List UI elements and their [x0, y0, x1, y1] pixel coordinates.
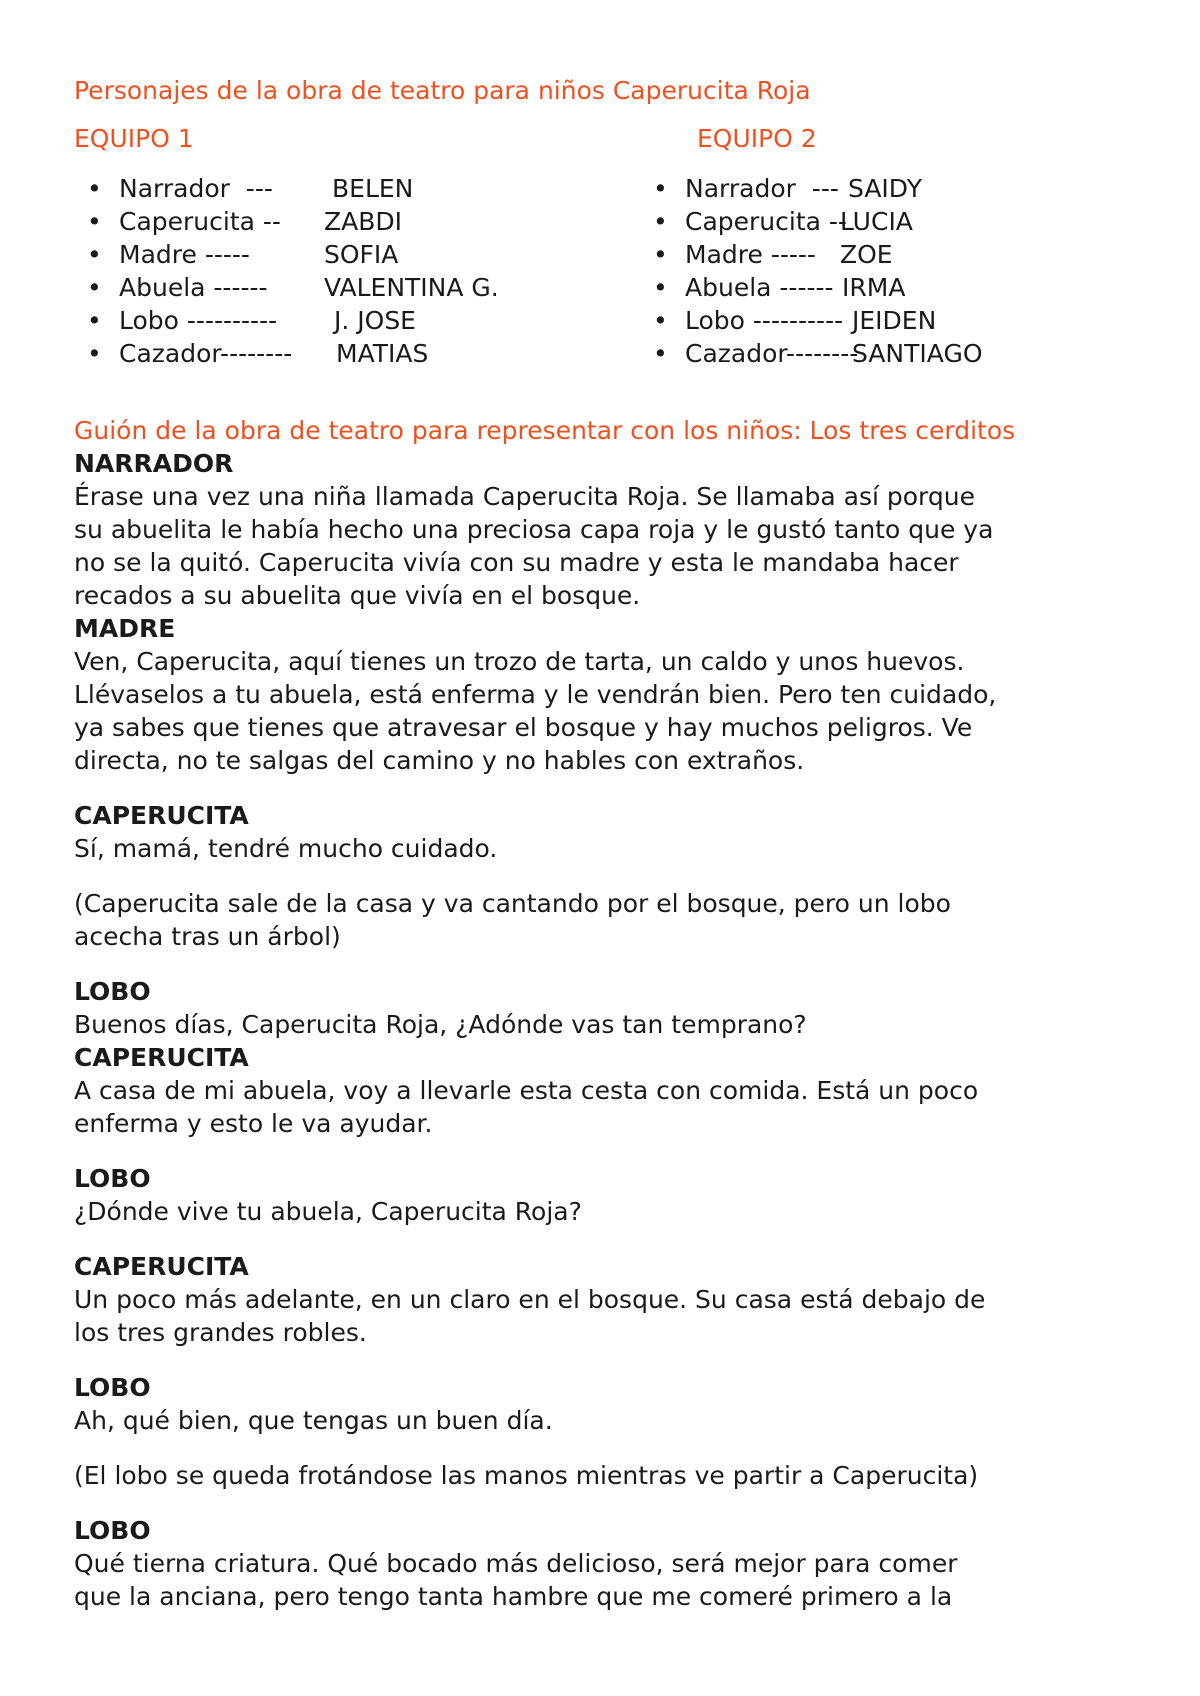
document-heading: Personajes de la obra de teatro para niños Caperucita Roja — [74, 76, 811, 105]
speaker-name: LOBO — [74, 1373, 151, 1402]
script-line: A casa de mi abuela, voy a llevarle esta cesta con comida. Está un poco — [74, 1076, 979, 1105]
script-line: recados a su abuelita que vivía en el bosque. — [74, 581, 641, 610]
cast-actor: JEIDEN — [852, 306, 937, 335]
dialogue-block — [74, 975, 1134, 1041]
script-line: acecha tras un árbol) — [74, 922, 341, 951]
cast-list-item — [640, 205, 913, 238]
dialogue-block — [74, 447, 1134, 612]
cast-list-item — [74, 172, 414, 205]
cast-list-item — [640, 172, 922, 205]
speaker-name: LOBO — [74, 1516, 151, 1545]
script-line: Un poco más adelante, en un claro en el bosque. Su casa está debajo de — [74, 1285, 986, 1314]
team-1 — [74, 122, 499, 370]
cast-actor: IRMA — [842, 273, 906, 302]
script-line: Llévaselos a tu abuela, está enferma y le vendrán bien. Pero ten cuidado, — [74, 680, 997, 709]
dialogue-block — [74, 1514, 1134, 1613]
cast-role: Madre ----- — [685, 240, 816, 269]
script-line: Qué tierna criatura. Qué bocado más delicioso, será mejor para comer — [74, 1549, 958, 1578]
cast-list-item — [640, 271, 906, 304]
dialogue-block — [74, 1371, 1134, 1437]
paragraph-spacer — [74, 953, 1134, 975]
cast-actor: SOFIA — [324, 240, 399, 269]
cast-actor: BELEN — [332, 174, 414, 203]
script-line: (El lobo se queda frotándose las manos mientras ve partir a Caperucita) — [74, 1461, 979, 1490]
cast-actor: LUCIA — [840, 207, 913, 236]
script-line: ¿Dónde vive tu abuela, Caperucita Roja? — [74, 1197, 582, 1226]
cast-list-item — [640, 304, 937, 337]
cast-role: Cazador-------- — [685, 339, 859, 368]
cast-actor: ZABDI — [324, 207, 403, 236]
cast-role: Abuela ------ — [119, 273, 268, 302]
cast-role: Abuela ------ — [685, 273, 834, 302]
cast-actor: VALENTINA G. — [324, 273, 499, 302]
teams-section — [74, 122, 1134, 418]
script-line: enferma y esto le va ayudar. — [74, 1109, 433, 1138]
speaker-name: CAPERUCITA — [74, 801, 249, 830]
script-line: Ah, qué bien, que tengas un buen día. — [74, 1406, 553, 1435]
script-line: directa, no te salgas del camino y no hables con extraños. — [74, 746, 805, 775]
stage-direction — [74, 1459, 1134, 1492]
speaker-name: LOBO — [74, 977, 151, 1006]
cast-role: Caperucita -- — [119, 207, 281, 236]
script-line: ya sabes que tienes que atravesar el bosque y hay muchos peligros. Ve — [74, 713, 973, 742]
cast-actor: J. JOSE — [334, 306, 416, 335]
paragraph-spacer — [74, 1140, 1134, 1162]
cast-actor: MATIAS — [336, 339, 429, 368]
paragraph-spacer — [74, 1349, 1134, 1371]
cast-list-item — [640, 337, 983, 370]
cast-role: Narrador --- — [119, 174, 273, 203]
speaker-name: NARRADOR — [74, 449, 234, 478]
cast-list-item — [74, 238, 399, 271]
cast-actor: SAIDY — [848, 174, 922, 203]
speaker-name: CAPERUCITA — [74, 1252, 249, 1281]
script-line: su abuelita le había hecho una preciosa capa roja y le gustó tanto que ya — [74, 515, 994, 544]
paragraph-spacer — [74, 1228, 1134, 1250]
paragraph-spacer — [74, 1492, 1134, 1514]
team-2-cast-list — [640, 172, 983, 370]
speaker-name: LOBO — [74, 1164, 151, 1193]
team-1-label: EQUIPO 1 — [74, 124, 194, 153]
cast-list-item — [74, 337, 429, 370]
script-title: Guión de la obra de teatro para representar con los niños: Los tres cerditos — [74, 416, 1016, 445]
script-line: Sí, mamá, tendré mucho cuidado. — [74, 834, 498, 863]
team-2-label: EQUIPO 2 — [697, 124, 817, 153]
script-line: Érase una vez una niña llamada Caperucita Roja. Se llamaba así porque — [74, 482, 975, 511]
cast-role: Lobo ---------- — [119, 306, 278, 335]
speaker-name: MADRE — [74, 614, 176, 643]
paragraph-spacer — [74, 1437, 1134, 1459]
paragraph-spacer — [74, 865, 1134, 887]
dialogue-block — [74, 612, 1134, 777]
cast-role: Caperucita -- — [685, 207, 847, 236]
cast-list-item — [74, 205, 403, 238]
team-2 — [640, 122, 983, 370]
script-line: Ven, Caperucita, aquí tienes un trozo de tarta, un caldo y unos huevos. — [74, 647, 965, 676]
cast-role: Cazador-------- — [119, 339, 293, 368]
cast-list-item — [74, 304, 416, 337]
script-line: Buenos días, Caperucita Roja, ¿Adónde vas tan temprano? — [74, 1010, 807, 1039]
cast-role: Madre ----- — [119, 240, 250, 269]
cast-actor: SANTIAGO — [852, 339, 983, 368]
dialogue-block — [74, 1162, 1134, 1228]
script-line: no se la quitó. Caperucita vivía con su madre y esta le mandaba hacer — [74, 548, 959, 577]
script-line: los tres grandes robles. — [74, 1318, 367, 1347]
script-line: que la anciana, pero tengo tanta hambre que me comeré primero a la — [74, 1582, 953, 1611]
dialogue-block — [74, 1041, 1134, 1140]
cast-role: Narrador --- — [685, 174, 839, 203]
team-1-cast-list — [74, 172, 499, 370]
cast-list-item — [74, 271, 499, 304]
script-body — [74, 447, 1134, 1613]
document-page — [74, 72, 1134, 1613]
cast-actor: ZOE — [840, 240, 893, 269]
speaker-name: CAPERUCITA — [74, 1043, 249, 1072]
dialogue-block — [74, 1250, 1134, 1349]
stage-direction — [74, 887, 1134, 953]
script-line: (Caperucita sale de la casa y va cantando por el bosque, pero un lobo — [74, 889, 951, 918]
dialogue-block — [74, 799, 1134, 865]
paragraph-spacer — [74, 777, 1134, 799]
cast-list-item — [640, 238, 893, 271]
cast-role: Lobo ---------- — [685, 306, 844, 335]
